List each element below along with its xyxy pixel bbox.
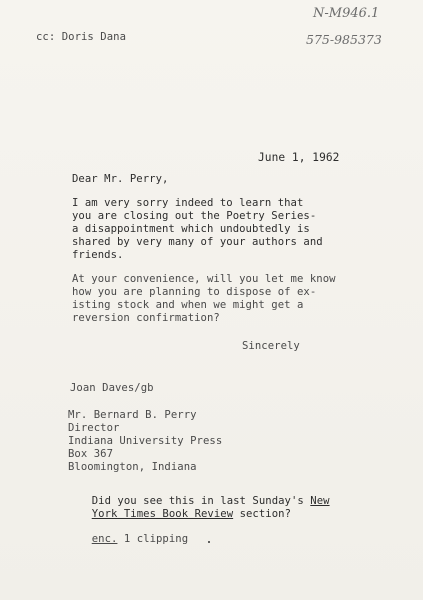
- salutation: Dear Mr. Perry,: [72, 173, 169, 185]
- ink-speck: [208, 541, 210, 543]
- enclosure-abbreviation: enc.: [91, 533, 118, 546]
- paragraph-line: you are closing out the Poetry Series-: [72, 210, 317, 222]
- paragraph-line: friends.: [72, 249, 124, 261]
- signature-initials: Joan Daves/gb: [70, 382, 154, 394]
- closing: Sincerely: [242, 340, 300, 352]
- paragraph-line: At your convenience, will you let me know: [72, 273, 336, 285]
- paragraph-line: how you are planning to dispose of ex-: [72, 286, 317, 298]
- paragraph-line: reversion confirmation?: [72, 312, 220, 324]
- address-line: Box 367: [68, 448, 113, 460]
- address-line: Mr. Bernard B. Perry: [68, 409, 197, 421]
- paragraph-line: isting stock and when we might get a: [72, 299, 304, 311]
- postscript-text: section?: [233, 508, 291, 521]
- paragraph-line: a disappointment which undoubtedly is: [72, 223, 310, 235]
- handwritten-accession-number: 575-985373: [306, 32, 382, 47]
- postscript-text: Did you see this in last Sunday's: [91, 495, 311, 508]
- enclosure-text: 1 clipping: [117, 533, 189, 546]
- newspaper-title-part: New: [310, 495, 330, 508]
- address-line: Bloomington, Indiana: [68, 461, 197, 473]
- handwritten-catalog-number: N-M946.1: [313, 6, 380, 21]
- cc-line: cc: Doris Dana: [36, 31, 126, 43]
- address-line: Indiana University Press: [68, 435, 223, 447]
- paragraph-line: I am very sorry indeed to learn that: [72, 197, 304, 209]
- letter-date: June 1, 1962: [258, 151, 340, 164]
- enclosure-note: [66, 520, 188, 560]
- newspaper-title-part: York Times Book Review: [91, 508, 234, 521]
- paragraph-line: shared by very many of your authors and: [72, 236, 323, 248]
- address-line: Director: [68, 422, 120, 434]
